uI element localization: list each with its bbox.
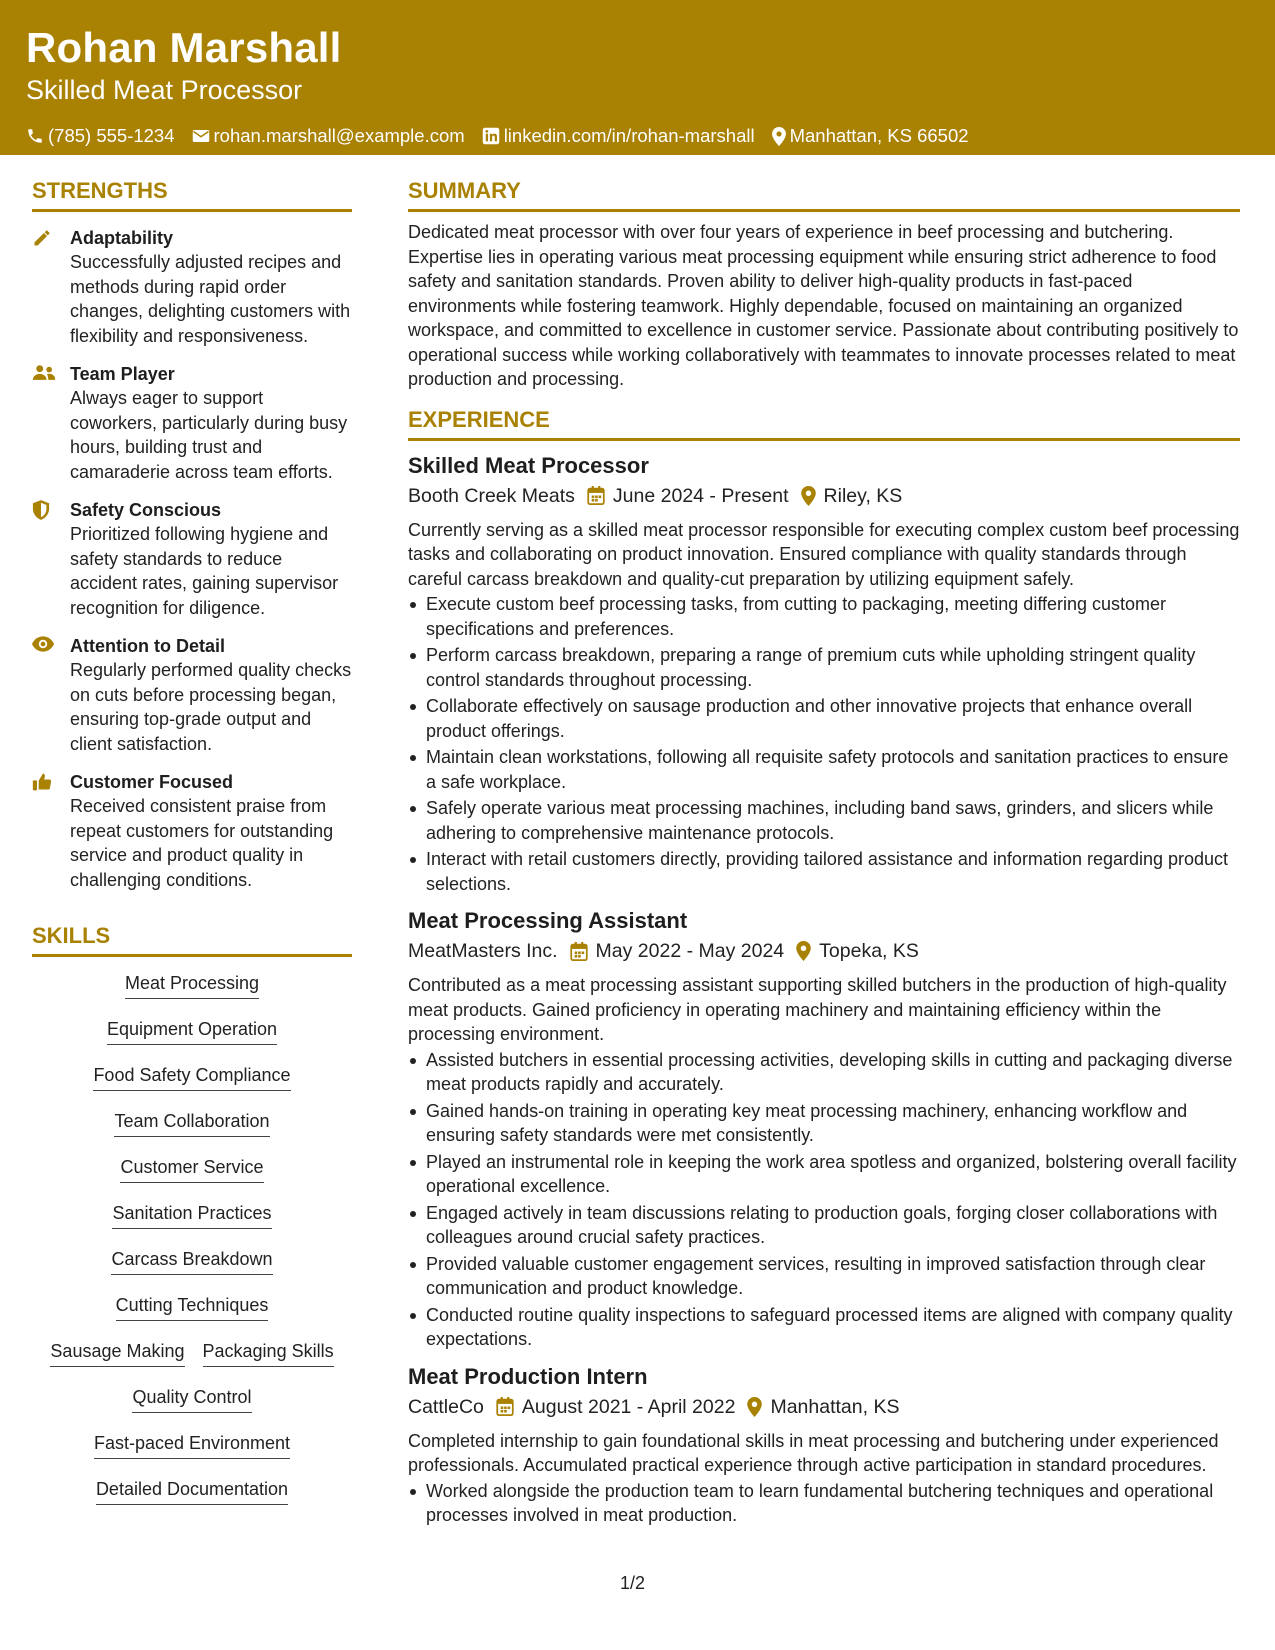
job-title: Meat Processing Assistant bbox=[408, 908, 688, 933]
contact-location bbox=[772, 124, 969, 148]
job-location: Manhattan, KS bbox=[770, 1395, 900, 1418]
skill-tag: Fast-paced Environment bbox=[94, 1431, 290, 1459]
strength-item bbox=[32, 498, 352, 620]
skill-tag: Cutting Techniques bbox=[116, 1293, 269, 1321]
job-bullets bbox=[408, 592, 1240, 896]
strength-description: Prioritized following hygiene and safety standards to reduce accident rates, gaining supervisor recognition for diligence. bbox=[70, 524, 339, 618]
bullet-item: Worked alongside the production team to learn fundamental butchering techniques and operational processes involved in meat production. bbox=[408, 1479, 1240, 1528]
bullet-item: Assisted butchers in essential processing activities, developing skills in cutting and packaging diverse meat products rapidly and accurately. bbox=[408, 1048, 1240, 1097]
skills-list bbox=[32, 957, 352, 1523]
left-column bbox=[32, 155, 352, 1523]
strength-item bbox=[32, 226, 352, 348]
company-name: MeatMasters Inc. bbox=[408, 940, 558, 962]
strength-description: Received consistent praise from repeat customers for outstanding service and product quality in challenging conditions. bbox=[70, 796, 334, 890]
skill-tag: Meat Processing bbox=[125, 971, 259, 999]
strength-title: Adaptability bbox=[70, 228, 174, 248]
job-entry bbox=[408, 906, 1240, 1352]
bullet-item: Played an instrumental role in keeping the work area spotless and organized, bolstering overall facility operational excellence. bbox=[408, 1150, 1240, 1199]
phone-text: (785) 555-1234 bbox=[48, 125, 175, 146]
map-pin-icon bbox=[796, 941, 811, 961]
thumbs-up-icon bbox=[32, 772, 52, 792]
email-text[interactable]: rohan.marshall@example.com bbox=[213, 125, 465, 146]
shield-icon bbox=[32, 500, 50, 520]
job-dates: August 2021 - April 2022 bbox=[521, 1395, 736, 1418]
strength-item bbox=[32, 770, 352, 892]
job-entry bbox=[408, 451, 1240, 897]
strength-title: Customer Focused bbox=[70, 772, 234, 792]
users-icon bbox=[32, 364, 56, 382]
skill-tag: Sausage Making bbox=[50, 1339, 184, 1367]
calendar-icon bbox=[496, 1397, 514, 1416]
pencil-icon bbox=[32, 228, 52, 248]
strength-title: Team Player bbox=[70, 364, 175, 384]
job-location: Topeka, KS bbox=[819, 940, 919, 962]
experience-heading: EXPERIENCE bbox=[408, 392, 1240, 441]
candidate-name: Rohan Marshall bbox=[26, 24, 342, 71]
skill-tag: Team Collaboration bbox=[114, 1109, 269, 1137]
job-description: Completed internship to gain foundational skills in meat processing and butchering under experienced professionals. Accumulated practical experience through active participation in standard procedures. bbox=[408, 1430, 1219, 1475]
strength-title: Safety Conscious bbox=[70, 500, 222, 520]
summary-heading: SUMMARY bbox=[408, 155, 1240, 212]
bullet-item: Provided valuable customer engagement services, resulting in improved satisfaction through clear communication and product knowledge. bbox=[408, 1252, 1240, 1301]
job-dates: June 2024 - Present bbox=[612, 484, 789, 507]
job-meta bbox=[408, 1392, 1240, 1422]
envelope-icon bbox=[192, 128, 210, 144]
job-description: Contributed as a meat processing assistant supporting skilled butchers in the production of high-quality meat products. Gained proficiency in operating machinery and maintaining efficiency within the processing environment. bbox=[408, 975, 1227, 1044]
contact-linkedin[interactable] bbox=[482, 124, 755, 148]
page-number: 1/2 bbox=[620, 1573, 646, 1593]
location-text: Manhattan, KS 66502 bbox=[789, 125, 969, 146]
bullet-item: Maintain clean workstations, following all requisite safety protocols and sanitation practices to ensure a safe workplace. bbox=[408, 745, 1240, 794]
job-location: Riley, KS bbox=[823, 484, 903, 507]
resume-header bbox=[0, 0, 1275, 155]
skill-tag: Packaging Skills bbox=[203, 1339, 334, 1367]
contact-bar bbox=[26, 124, 1249, 148]
job-meta bbox=[408, 481, 1240, 511]
linkedin-icon bbox=[482, 127, 500, 145]
skill-tag: Carcass Breakdown bbox=[111, 1247, 272, 1275]
map-pin-icon bbox=[747, 1397, 762, 1417]
strengths-heading: STRENGTHS bbox=[32, 155, 352, 212]
linkedin-text[interactable]: linkedin.com/in/rohan-marshall bbox=[503, 125, 755, 146]
bullet-item: Conducted routine quality inspections to safeguard processed items are aligned with company quality expectations. bbox=[408, 1303, 1240, 1352]
map-pin-icon bbox=[772, 127, 786, 146]
strength-description: Successfully adjusted recipes and methods during rapid order changes, delighting customers with flexibility and responsiveness. bbox=[70, 252, 351, 346]
job-description: Currently serving as a skilled meat processor responsible for executing complex custom beef processing tasks and collaborating on product innovation. Ensured compliance with quality standards through careful carcass breakdown and quality-cut preparation by utilizing equipment safely. bbox=[408, 519, 1240, 589]
job-bullets bbox=[408, 1479, 1240, 1528]
phone-icon bbox=[26, 127, 44, 145]
strength-description: Always eager to support coworkers, particularly during busy hours, building trust and camaraderie across team efforts. bbox=[70, 388, 348, 482]
calendar-icon bbox=[587, 486, 605, 505]
right-column bbox=[408, 155, 1240, 1530]
skill-tag: Quality Control bbox=[132, 1385, 251, 1413]
summary-text: Dedicated meat processor with over four years of experience in beef processing and butchering. Expertise lies in operating various meat processing equipment while ensuring strict adherence to food safety and sanitation standards. Proven ability to deliver high-quality products in fast-paced environments while fostering teamwork. Highly dependable, focused on maintaining an organized workspace, and committed to excellence in customer service. Passionate about contributing positively to operational success while working collaboratively with teammates to innovate processes related to meat production and processing. bbox=[408, 222, 1239, 389]
skill-tag: Detailed Documentation bbox=[96, 1477, 288, 1505]
job-meta bbox=[408, 936, 1240, 966]
skill-tag: Food Safety Compliance bbox=[93, 1063, 290, 1091]
bullet-item: Execute custom beef processing tasks, from cutting to packaging, meeting differing customer specifications and preferences. bbox=[408, 592, 1240, 641]
map-pin-icon bbox=[801, 486, 816, 506]
job-title: Skilled Meat Processor bbox=[408, 452, 649, 478]
bullet-item: Safely operate various meat processing machines, including band saws, grinders, and slicers while adhering to comprehensive maintenance protocols. bbox=[408, 796, 1240, 845]
strength-item bbox=[32, 634, 352, 756]
company-name: CattleCo bbox=[408, 1395, 484, 1418]
job-dates: May 2022 - May 2024 bbox=[595, 940, 785, 962]
company-name: Booth Creek Meats bbox=[408, 484, 575, 507]
skills-heading: SKILLS bbox=[32, 900, 352, 957]
strength-description: Regularly performed quality checks on cuts before processing began, ensuring top-grade output and client satisfaction. bbox=[70, 660, 352, 754]
strength-item bbox=[32, 362, 352, 484]
contact-phone bbox=[26, 124, 175, 148]
bullet-item: Perform carcass breakdown, preparing a range of premium cuts while upholding stringent quality control standards throughout processing. bbox=[408, 643, 1240, 692]
bullet-item: Collaborate effectively on sausage production and other innovative projects that enhance overall product offerings. bbox=[408, 694, 1240, 743]
skill-tag: Sanitation Practices bbox=[112, 1201, 271, 1229]
skill-tag: Customer Service bbox=[120, 1155, 263, 1183]
bullet-item: Interact with retail customers directly, providing tailored assistance and information regarding product selections. bbox=[408, 847, 1240, 896]
bullet-item: Engaged actively in team discussions relating to production goals, forging closer collaborations with colleagues around crucial safety practices. bbox=[408, 1201, 1240, 1250]
bullet-item: Gained hands-on training in operating key meat processing machinery, enhancing workflow and ensuring safety standards were met consistently. bbox=[408, 1099, 1240, 1148]
candidate-headline: Skilled Meat Processor bbox=[26, 75, 303, 105]
strength-title: Attention to Detail bbox=[70, 636, 225, 656]
eye-icon bbox=[32, 636, 54, 652]
job-bullets bbox=[408, 1048, 1240, 1352]
skill-tag: Equipment Operation bbox=[107, 1017, 277, 1045]
calendar-icon bbox=[570, 942, 588, 961]
contact-email[interactable] bbox=[192, 124, 465, 148]
job-entry bbox=[408, 1362, 1240, 1528]
job-title: Meat Production Intern bbox=[408, 1363, 648, 1389]
